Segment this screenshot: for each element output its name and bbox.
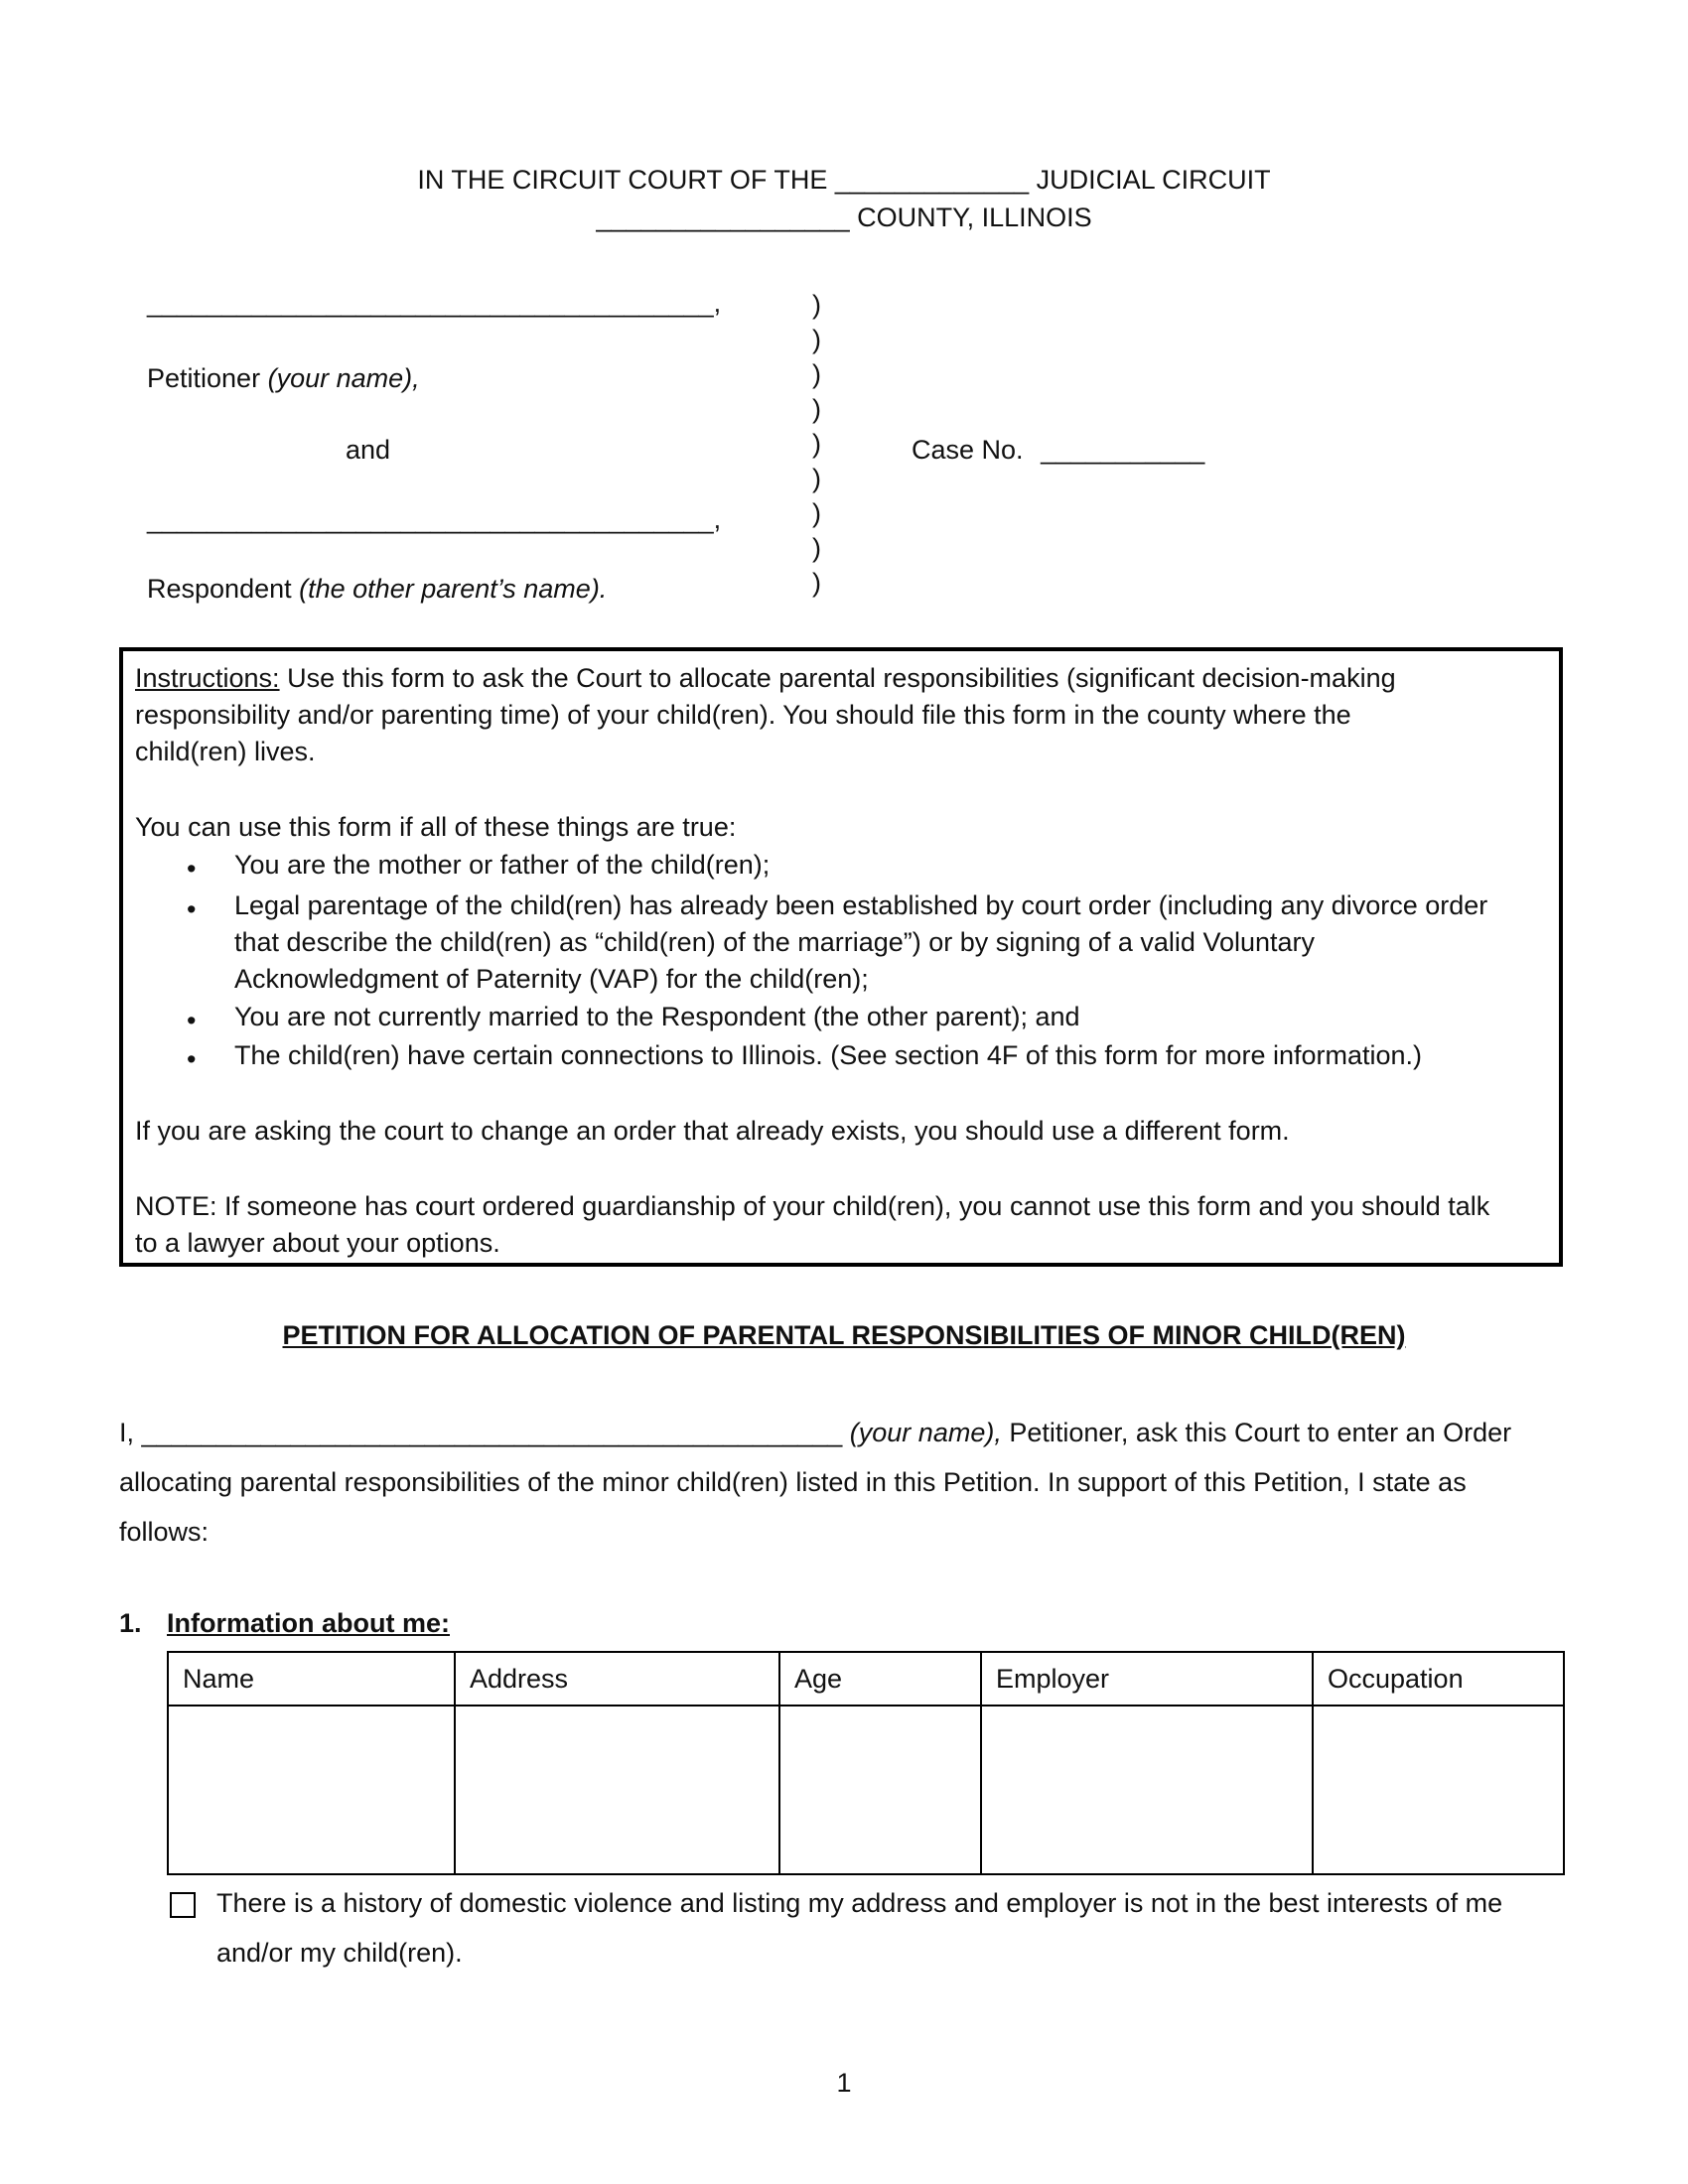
bullet-3: You are not currently married to the Respondent (the other parent); and <box>234 1002 1080 1031</box>
instructions-note-line1: NOTE: If someone has court ordered guardianship of your child(ren), you cannot use this form and you should talk <box>135 1191 1490 1221</box>
county-blank[interactable]: _________________ <box>596 203 850 232</box>
instructions-p1-line2: responsibility and/or parenting time) of your child(ren). You should file this form in the county where the <box>135 700 1351 730</box>
section-1-heading: Information about me: <box>167 1608 450 1638</box>
info-table <box>167 1651 1565 1875</box>
domestic-violence-label-line2: and/or my child(ren). <box>216 1938 463 1968</box>
court-line-right: JUDICIAL CIRCUIT <box>1036 165 1271 195</box>
col-occupation-header: Occupation <box>1313 1652 1564 1706</box>
name-cell[interactable] <box>168 1706 455 1874</box>
caption-paren: ) <box>812 359 821 389</box>
case-number-label: Case No. <box>912 435 1024 465</box>
respondent-label <box>147 574 607 605</box>
section-1-number: 1. <box>119 1608 142 1638</box>
petitioner-label-text: Petitioner <box>147 363 261 393</box>
info-table-header-row <box>168 1652 1564 1706</box>
respondent-hint: (the other parent’s name). <box>299 574 608 604</box>
col-address-header: Address <box>455 1652 779 1706</box>
judicial-circuit-blank[interactable]: _____________ <box>834 165 1030 195</box>
bullet-icon: • <box>187 1044 197 1074</box>
col-age-header: Age <box>779 1652 981 1706</box>
instructions-p1-line1 <box>135 663 1396 694</box>
table-row <box>168 1706 1564 1874</box>
county-header-line <box>0 203 1688 233</box>
domestic-violence-checkbox[interactable] <box>170 1892 196 1918</box>
petition-intro-line1 <box>119 1418 1511 1448</box>
bullet-4: The child(ren) have certain connections to Illinois. (See section 4F of this form for more information.) <box>234 1040 1423 1070</box>
instructions-p1-line3: child(ren) lives. <box>135 737 316 766</box>
county-line: COUNTY, ILLINOIS <box>857 203 1092 232</box>
instructions-p2: You can use this form if all of these things are true: <box>135 812 737 842</box>
caption-paren: ) <box>812 394 821 424</box>
case-number-blank[interactable]: ___________ <box>1041 435 1205 465</box>
instructions-box <box>119 647 1563 1267</box>
instructions-note-line2: to a lawyer about your options. <box>135 1228 500 1258</box>
col-employer-header: Employer <box>981 1652 1313 1706</box>
employer-cell[interactable] <box>981 1706 1313 1874</box>
bullet-2-line1: Legal parentage of the child(ren) has already been established by court order (including any divorce order <box>234 890 1488 920</box>
caption-paren: ) <box>812 464 821 493</box>
caption-paren: ) <box>812 568 821 598</box>
bullet-2-line3: Acknowledgment of Paternity (VAP) for the child(ren); <box>234 964 869 994</box>
occupation-cell[interactable] <box>1313 1706 1564 1874</box>
instructions-p1-text: Use this form to ask the Court to allocate parental responsibilities (significant decision-making <box>287 663 1396 693</box>
instructions-p3: If you are asking the court to change an order that already exists, you should use a different form. <box>135 1116 1290 1146</box>
page-number: 1 <box>836 2068 852 2098</box>
and-label: and <box>346 435 391 465</box>
age-cell[interactable] <box>779 1706 981 1874</box>
col-name-header: Name <box>168 1652 455 1706</box>
petition-intro-line2: allocating parental responsibilities of the minor child(ren) listed in this Petition. In support of this Petition, I state as <box>119 1467 1467 1497</box>
court-header-line <box>0 165 1688 196</box>
bullet-icon: • <box>187 894 197 924</box>
address-cell[interactable] <box>455 1706 779 1874</box>
instructions-heading: Instructions: <box>135 663 280 693</box>
petition-intro-rest: Petitioner, ask this Court to enter an Order <box>1009 1418 1512 1447</box>
domestic-violence-label-line1: There is a history of domestic violence and listing my address and employer is not in the best interests of me <box>216 1888 1503 1918</box>
caption-paren: ) <box>812 325 821 354</box>
caption-paren: ) <box>812 290 821 320</box>
respondent-name-blank[interactable]: ______________________________________, <box>147 504 722 534</box>
petition-title: PETITION FOR ALLOCATION OF PARENTAL RESPONSIBILITIES OF MINOR CHILD(REN) <box>282 1320 1406 1350</box>
caption-paren: ) <box>812 429 821 459</box>
petitioner-name-blank[interactable]: ______________________________________, <box>147 288 722 318</box>
petitioner-intro-name-blank[interactable]: I, _______________________________________________ <box>119 1418 843 1447</box>
bullet-1: You are the mother or father of the child(ren); <box>234 850 771 880</box>
petitioner-hint: (your name), <box>267 363 420 393</box>
bullet-2-line2: that describe the child(ren) as “child(ren) of the marriage”) or by signing of a valid Voluntary <box>234 927 1316 957</box>
case-number <box>912 435 1204 466</box>
petition-intro-line3: follows: <box>119 1517 210 1547</box>
petition-intro-hint: (your name), <box>849 1418 1002 1447</box>
respondent-label-text: Respondent <box>147 574 292 604</box>
caption-paren: ) <box>812 533 821 563</box>
petitioner-label <box>147 363 420 394</box>
caption-paren: ) <box>812 498 821 528</box>
bullet-icon: • <box>187 854 197 884</box>
court-line-left: IN THE CIRCUIT COURT OF THE <box>417 165 828 195</box>
bullet-icon: • <box>187 1006 197 1035</box>
